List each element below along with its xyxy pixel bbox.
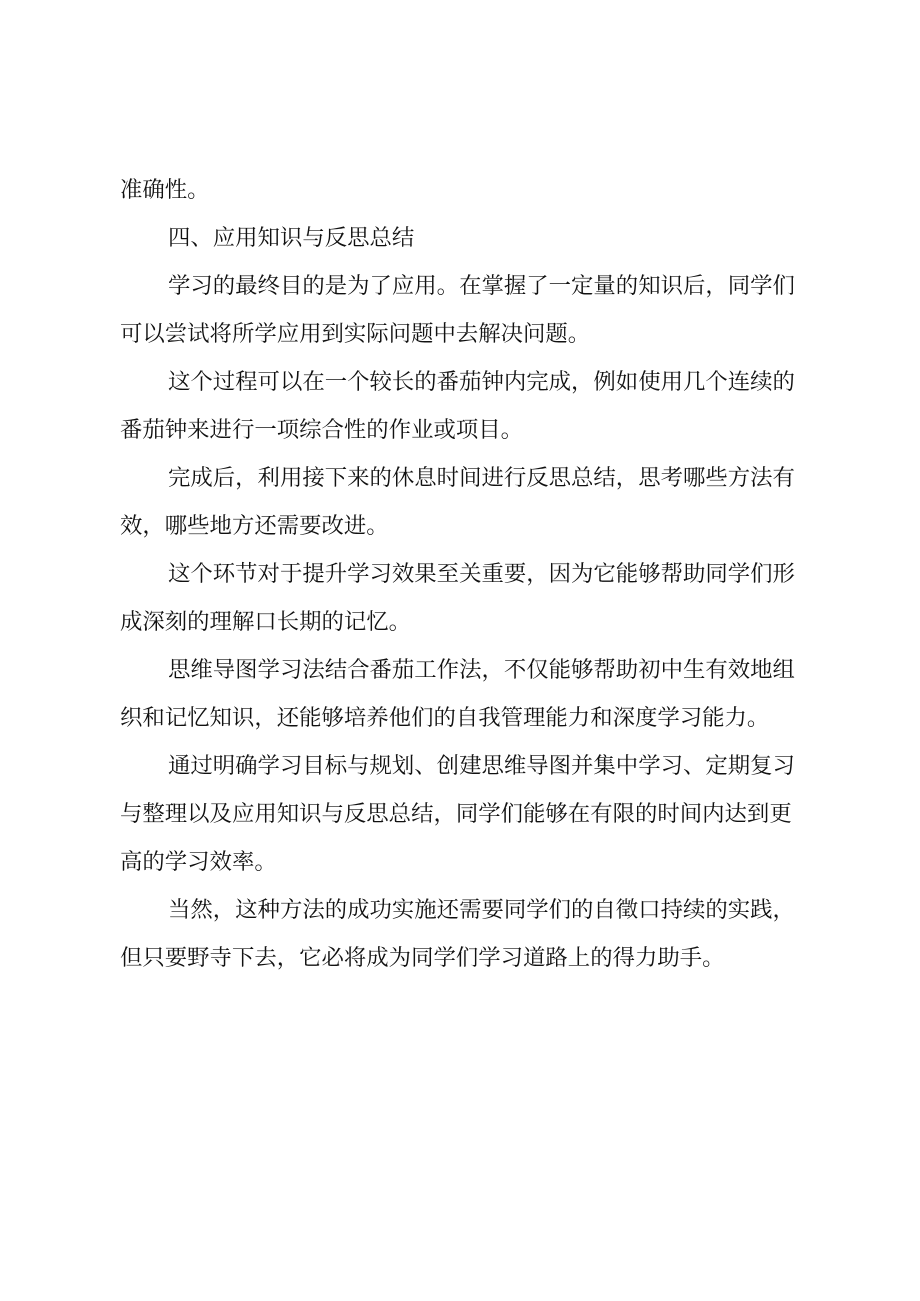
text-line: 织和记忆知识，还能够培养他们的自我管理能力和深度学习能力。 — [120, 705, 770, 731]
text-line: 成深刻的理解口长期的记忆。 — [120, 609, 412, 635]
paragraph — [120, 262, 816, 358]
paragraph — [120, 886, 816, 982]
text-line: 准确性。 — [120, 177, 210, 203]
text-line: 四、应用知识与反思总结 — [168, 225, 415, 251]
paragraph — [120, 550, 816, 646]
text-line: 这个环节对于提升学习效果至关重要，因为它能够帮助同学们形 — [168, 561, 795, 587]
text-line: 可以尝试将所学应用到实际问题中去解决问题。 — [120, 321, 591, 347]
body-text — [120, 166, 816, 982]
paragraph — [120, 646, 816, 742]
section-heading — [120, 214, 816, 262]
text-line: 高的学习效率。 — [120, 849, 277, 875]
text-line: 这个过程可以在一个较长的番茄钟内完成，例如使用几个连续的 — [168, 369, 795, 395]
paragraph-continuation — [120, 166, 816, 214]
text-line: 当然，这种方法的成功实施还需要同学们的自徵口持续的实践， — [168, 897, 795, 923]
text-line: 学习的最终目的是为了应用。在掌握了一定量的知识后，同学们 — [168, 273, 795, 299]
text-line: 但只要野寺下去，它必将成为同学们学习道路上的得力助手。 — [120, 945, 725, 971]
text-line: 番茄钟来进行一项综合性的作业或项目。 — [120, 417, 524, 443]
text-line: 思维导图学习法结合番茄工作法，不仅能够帮助初中生有效地组 — [168, 657, 795, 683]
text-line: 通过明确学习目标与规划、创建思维导图并集中学习、定期复习 — [168, 753, 795, 779]
paragraph — [120, 742, 816, 886]
text-line: 效，哪些地方还需要改进。 — [120, 513, 389, 539]
paragraph — [120, 358, 816, 454]
text-line: 完成后，利用接下来的休息时间进行反思总结，思考哪些方法有 — [168, 465, 795, 491]
paragraph — [120, 454, 816, 550]
text-line: 与整理以及应用知识与反思总结，同学们能够在有限的时间内达到更 — [120, 801, 792, 827]
